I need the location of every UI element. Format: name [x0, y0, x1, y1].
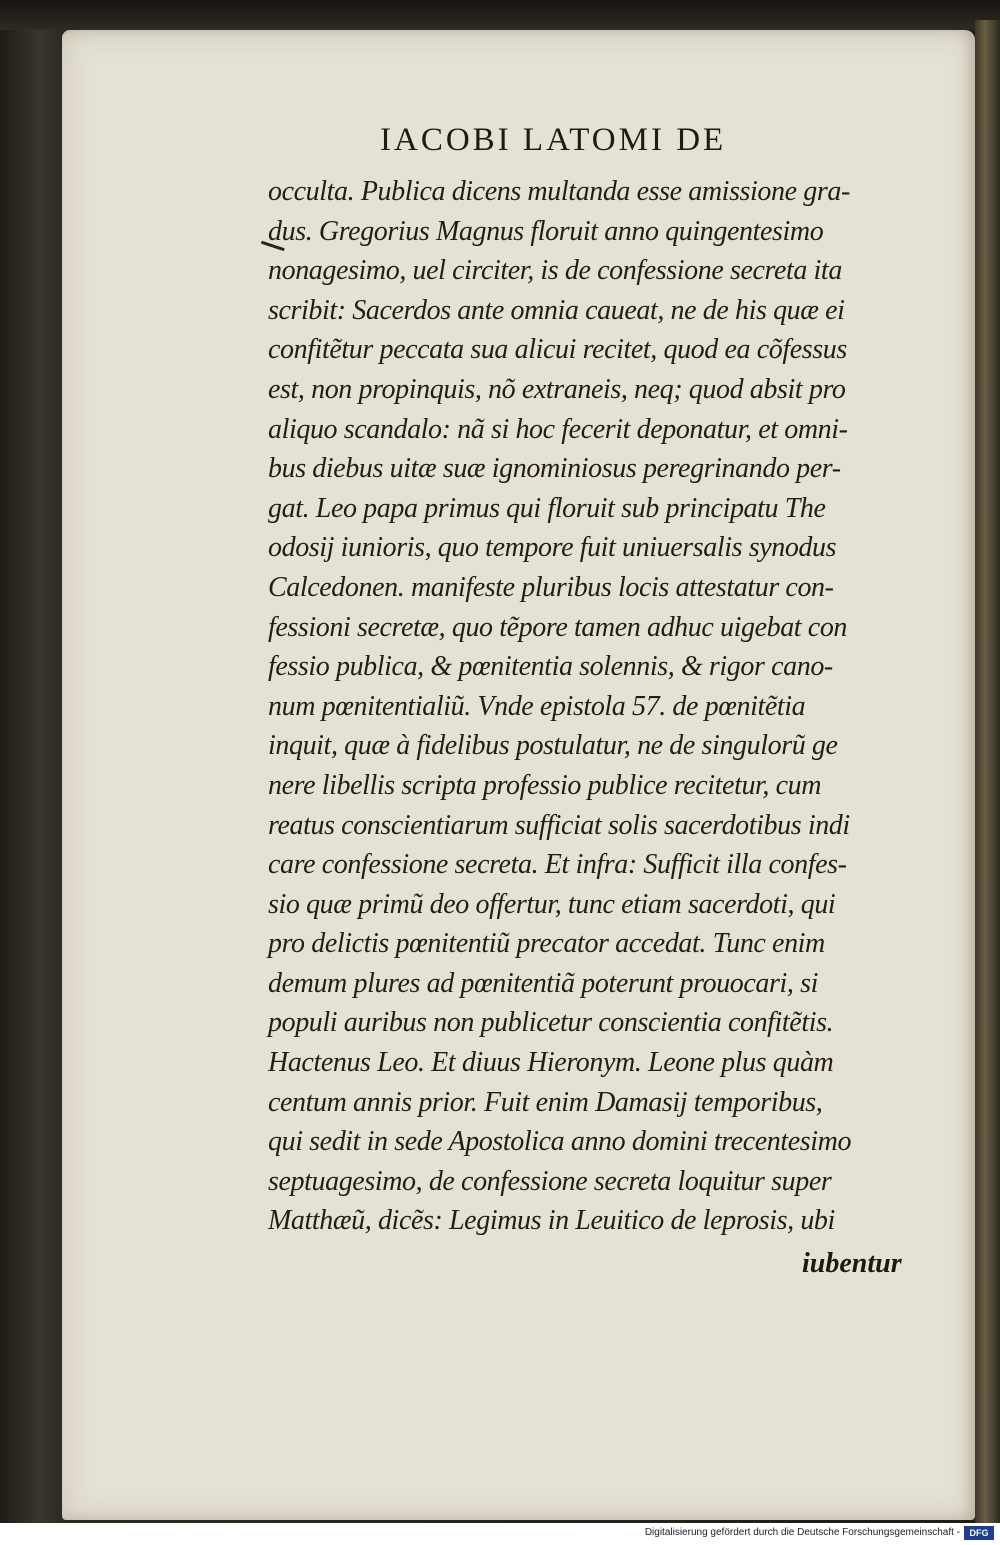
text-line: Hactenus Leo. Et diuus Hieronym. Leone plus quàm: [268, 1047, 834, 1079]
running-head: IACOBI LATOMI DE: [380, 122, 727, 158]
text-line: gat. Leo papa primus qui floruit sub principatu The: [268, 492, 826, 524]
text-line: scribit: Sacerdos ante omnia caueat, ne de his quæ ei: [268, 294, 845, 326]
text-line: fessio publica, & pœnitentia solennis, & rigor cano-: [268, 651, 833, 683]
text-line: sio quæ primũ deo offertur, tunc etiam sacerdoti, qui: [268, 888, 836, 920]
text-line: centum annis prior. Fuit enim Damasij temporibus,: [268, 1086, 823, 1118]
text-line: septuagesimo, de confessione secreta loquitur super: [268, 1165, 832, 1197]
text-line: inquit, quæ à fidelibus postulatur, ne de singulorũ ge: [268, 730, 838, 762]
text-line: occulta. Publica dicens multanda esse amissione gra-: [268, 176, 850, 207]
text-line: dus. Gregorius Magnus floruit anno quingentesimo: [268, 215, 824, 247]
text-line: qui sedit in sede Apostolica anno domini trecentesimo: [268, 1126, 852, 1158]
book-fore-edge: [975, 20, 1000, 1523]
funding-credit: Digitalisierung gefördert durch die Deutsche Forschungsgemeinschaft -: [644, 1527, 960, 1538]
text-line: nere libellis scripta professio publice recitetur, cum: [268, 769, 822, 801]
text-line: odosij iunioris, quo tempore fuit uniuersalis synodus: [268, 532, 837, 564]
body-text: [268, 172, 913, 1241]
text-line: est, non propinquis, nõ extraneis, neq; quod absit pro: [268, 373, 846, 405]
text-line: demum plures ad pœnitentiã poterunt prouocari, si: [268, 967, 818, 999]
text-line: confitẽtur peccata sua alicui recitet, quod ea cõfessus: [268, 334, 847, 366]
dfg-logo: DFG: [964, 1526, 994, 1540]
text-line: Matthæũ, dicẽs: Legimus in Leuitico de leprosis, ubi: [268, 1205, 835, 1237]
text-line: fessioni secretæ, quo tẽpore tamen adhuc uigebat con: [268, 611, 848, 643]
digitization-footer: [0, 1523, 1000, 1545]
text-line: Calcedonen. manifeste pluribus locis attestatur con-: [268, 571, 834, 603]
text-line: aliquo scandalo: nã si hoc fecerit deponatur, et omni-: [268, 413, 848, 445]
text-line: reatus conscientiarum sufficiat solis sacerdotibus indi: [268, 809, 850, 841]
text-line: num pœnitentialiũ. Vnde epistola 57. de pœnitẽtia: [268, 690, 806, 722]
text-line: care confessione secreta. Et infra: Sufficit illa confes-: [268, 849, 847, 881]
text-line: pro delictis pœnitentiũ precator accedat. Tunc enim: [268, 928, 825, 960]
text-line: populi auribus non publicetur conscientia confitẽtis.: [268, 1007, 834, 1039]
text-line: bus diebus uitæ suæ ignominiosus peregrinando per-: [268, 453, 841, 485]
catchword: iubentur: [802, 1248, 902, 1279]
scan-top-edge: [0, 0, 1000, 30]
text-line: nonagesimo, uel circiter, is de confessione secreta ita: [268, 255, 842, 287]
